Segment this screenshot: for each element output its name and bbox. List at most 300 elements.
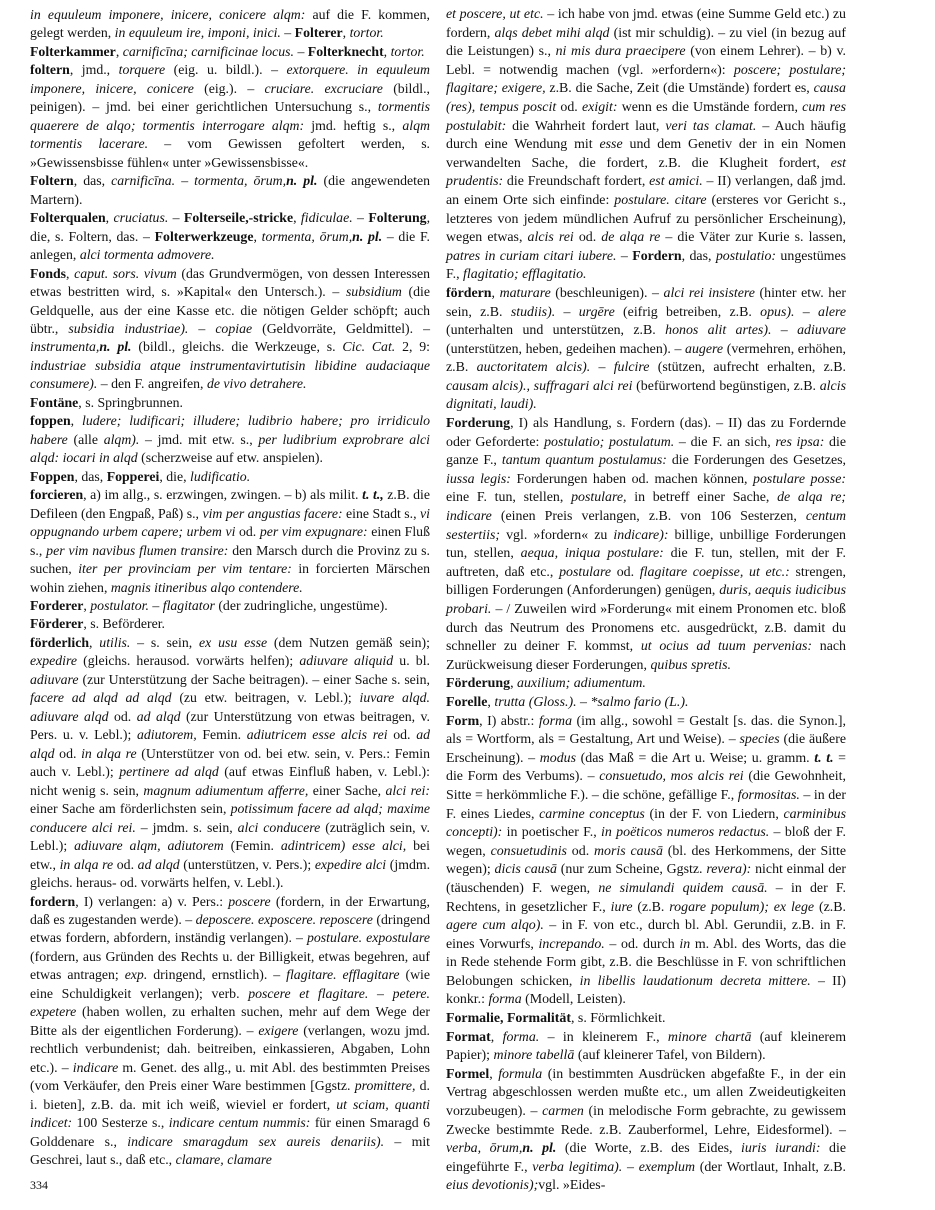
latin-term: ludificatio. bbox=[189, 468, 251, 484]
headword: foppen bbox=[30, 413, 71, 429]
latin-term: alqs debet mihi alqd bbox=[494, 25, 610, 41]
gloss-text: – bbox=[771, 323, 798, 339]
headword: Fontäne bbox=[30, 394, 79, 410]
gloss-text: – bbox=[555, 304, 579, 320]
gloss-text: , I) als Handlung, s. Fordern (das). – II) das zu Fordernde oder Geforderte: bbox=[446, 416, 846, 450]
dictionary-entry bbox=[446, 6, 846, 285]
latin-term: utilis. bbox=[99, 634, 131, 650]
latin-term: ut sciam, quanti indicet: bbox=[30, 1096, 430, 1131]
gloss-text: od. bbox=[387, 727, 417, 743]
gloss-text: – mit Geschrei, laut s., daß etc., bbox=[30, 1133, 430, 1168]
gloss-text: (stützen, aufrecht erhalten, z.B. bbox=[649, 360, 846, 376]
gloss-text: od. bbox=[611, 564, 640, 580]
dictionary-entry bbox=[30, 412, 430, 467]
headword: Forelle bbox=[446, 694, 488, 710]
latin-term: indicare smaragdum sex aureis denariis). bbox=[127, 1133, 385, 1149]
gloss-text: – od. durch bbox=[604, 936, 680, 952]
latin-term: poscere; postulare; flagitare; exigere, bbox=[446, 62, 846, 97]
gloss-text: (zu etw. beitragen, v. Lebl.); bbox=[171, 690, 360, 706]
gloss-text: und dem Genetiv der in ein Nomen verwandelten Sache, die fordert, z.B. die Klugheit fordert, bbox=[446, 137, 846, 171]
latin-term: extorquere. in equuleum imponere, inicere, conicere bbox=[30, 62, 430, 96]
latin-term: in equuleum imponere, inicere, conicere alqm: bbox=[30, 7, 306, 22]
latin-term: postulare. citare bbox=[614, 192, 707, 208]
gloss-text: 2, 9: bbox=[395, 339, 430, 355]
gloss-text: , a) im allg., s. erzwingen, zwingen. – b) als milit. bbox=[83, 487, 363, 503]
dictionary-entry bbox=[30, 61, 430, 172]
latin-term: poscere bbox=[228, 893, 271, 909]
latin-term: adiutricem esse alcis rei bbox=[246, 727, 388, 743]
latin-term: torquere bbox=[118, 62, 166, 78]
latin-term: aequa, iniqua postulare: bbox=[520, 546, 664, 562]
gloss-text: (jmdm. gleichs. heraus- od. vorwärts helfen, v. Lebl.). bbox=[30, 856, 431, 891]
latin-term: petere. expetere bbox=[30, 985, 430, 1020]
gloss-text: (auf etwas Einfluß haben, v. Lebl.): nicht wenig s. sein, bbox=[30, 764, 430, 798]
latin-term: duris, aequis iudicibus probari. bbox=[446, 583, 846, 617]
gloss-text: – die F. anlegen, bbox=[30, 228, 430, 263]
dictionary-entry bbox=[30, 486, 430, 597]
gloss-text: , bbox=[83, 598, 91, 613]
gloss-text: (auf kleinerer Tafel, von Bildern). bbox=[574, 1048, 766, 1064]
gloss-text: (in melodische Form gebrachte, zu gewissem Zwecke bestimmte Rede. z.B. Zauberformel, Lehre, Eidesformel). – bbox=[446, 1104, 846, 1138]
latin-term: de vivo detrahere. bbox=[206, 376, 307, 392]
dictionary-entry bbox=[446, 1010, 846, 1029]
dictionary-entry bbox=[30, 394, 430, 412]
gloss-text: (Femin. bbox=[223, 838, 281, 854]
headword: Foltern bbox=[30, 173, 74, 189]
gloss-text: (ist mir schuldig). – zu viel (in bezug auf die Leistungen) s., bbox=[446, 25, 847, 60]
latin-term: carminibus concepti): bbox=[446, 806, 846, 841]
gloss-text: (zur Unterstützung der Sache beitragen). – einer Sache s. sein, bbox=[78, 671, 430, 687]
dictionary-entry bbox=[446, 1029, 846, 1066]
latin-term: adiutorem, bbox=[137, 727, 197, 743]
latin-term: iuris iurandi: bbox=[741, 1141, 821, 1157]
gloss-text: , bbox=[510, 676, 518, 692]
latin-term: exp. bbox=[124, 967, 148, 983]
headword: Förderung bbox=[446, 676, 511, 692]
gloss-text: – bbox=[590, 360, 614, 376]
gloss-text: z.B. die Defileen (den Engpaß, Paß) s., bbox=[30, 487, 430, 521]
latin-term: est amici. bbox=[649, 174, 703, 190]
gloss-text: (unterstützen, v. Pers.); bbox=[179, 856, 315, 872]
gloss-text: od. bbox=[573, 230, 602, 246]
gloss-text: (die Geldquelle, aus der eine Kasse etc. die nötigen Gelder schöpft; auch übtr., bbox=[30, 284, 430, 336]
gloss-text: – ich habe von jmd. etwas (eine Summe Geld etc.) zu fordern, bbox=[446, 7, 846, 41]
latin-term: trutta (Gloss.). bbox=[494, 694, 577, 710]
gloss-text: einer Sache am förderlichsten sein, bbox=[30, 801, 231, 817]
latin-term: studiis). bbox=[510, 304, 556, 320]
gloss-text: den Marsch durch die Provinz zu s. suchen, bbox=[30, 542, 430, 577]
gloss-text: vgl. »fordern« zu bbox=[500, 527, 614, 543]
gloss-text: (unterhalten und unterstützen, z.B. bbox=[446, 323, 666, 339]
latin-term: carnificīna; carnificinae locus. bbox=[122, 43, 294, 59]
headword: Fopperei bbox=[106, 468, 160, 484]
gloss-text: – die F. an sich, bbox=[674, 434, 776, 450]
latin-term: honos alit artes). bbox=[665, 323, 772, 339]
gloss-text: , das, bbox=[74, 468, 107, 484]
gloss-text: die F. tun, stellen, mit der F. auftreten, daß etc., bbox=[446, 546, 847, 580]
gloss-text: od. bbox=[235, 524, 260, 540]
gloss-text: (haben wollen, zu erhalten suchen, mehr auf dem Wege der Bitte als der eigentlichen Forderung). – bbox=[30, 1004, 430, 1038]
latin-term: postulatio: bbox=[715, 248, 777, 264]
headword: foltern bbox=[30, 62, 70, 78]
gloss-text: (das Maß = die Art u. Weise; u. gramm. bbox=[576, 750, 815, 766]
latin-term: in libellis laudationum decreta mittere. bbox=[579, 973, 811, 989]
gloss-text: – in der F. eines Liedes, bbox=[446, 787, 846, 822]
gloss-text: , die, s. Foltern, das. – bbox=[30, 210, 431, 244]
gloss-text: (verlangen, wozu jmd. rechtlich verbundenist; dah. beitreiben, einkassieren, Abgaben, Lohn etc.). – bbox=[30, 1022, 430, 1075]
gloss-text: einen Fluß s., bbox=[30, 524, 430, 558]
latin-term: species bbox=[739, 732, 780, 748]
gloss-text: (bildl., peinigen). – jmd. bei einer gerichtlichen Untersuchung s., bbox=[30, 80, 430, 115]
headword: Formel bbox=[446, 1066, 490, 1082]
gloss-text: = die Form des Verbums). – bbox=[446, 750, 847, 785]
latin-term: facere ad alqd ad alqd bbox=[30, 690, 172, 706]
gloss-text: , bbox=[66, 265, 75, 281]
headword: Formalie, Formalität bbox=[446, 1011, 571, 1027]
headword: Format bbox=[446, 1029, 491, 1045]
latin-term: subsidia industriae). bbox=[68, 320, 189, 336]
gloss-text: (ersteres vor Gericht s., letzteres von jedem mündlichen Aufruf zu persönlicher Erscheinung), wegen etwas, bbox=[446, 192, 846, 246]
gloss-text: (in bestimmten Ausdrücken abgefaßte F., in der ein Vertrag abgeschlossen werden mußte etc., um allen Zweideutigkeiten vorzubeugen). – bbox=[446, 1066, 846, 1120]
latin-term: vi oppugnando urbem capere; urbem vi bbox=[30, 505, 430, 540]
gloss-text: (im allg., sowohl = Gestalt [s. das. die Synon.], als = Wortform, als = Gestaltung, Art und Weise). – bbox=[446, 713, 846, 748]
latin-term: deposcere. exposcere. reposcere bbox=[195, 911, 373, 927]
latin-term: indicare bbox=[72, 1059, 119, 1075]
latin-term: patres in curiam citari iubere. bbox=[446, 248, 617, 264]
headword: Fordern bbox=[632, 248, 682, 264]
gloss-text: , s. Förmlichkeit. bbox=[570, 1011, 666, 1027]
latin-term: carmen bbox=[542, 1104, 584, 1120]
gloss-text: strengen, billigen Forderungen (Anforderungen) genügen, bbox=[446, 564, 846, 599]
latin-term: per vim expugnare: bbox=[259, 524, 368, 540]
gloss-text: , s. Springbrunnen. bbox=[78, 394, 183, 410]
gloss-text: od. bbox=[113, 856, 138, 872]
gloss-text: , bbox=[253, 228, 262, 244]
gloss-text: vgl. »Eides- bbox=[538, 1178, 606, 1194]
gloss-text: , bbox=[293, 210, 301, 226]
grammar-label: n. pl. bbox=[286, 173, 318, 189]
latin-term: per ludibrium exprobrare alci alqd: iocari in alqd bbox=[30, 431, 430, 466]
headword: Folterkammer bbox=[30, 43, 116, 59]
latin-term: iter per provinciam per vim tentare: bbox=[78, 561, 292, 577]
gloss-text: die Forderungen des Gesetzes, bbox=[666, 453, 847, 469]
latin-term: formula bbox=[498, 1066, 543, 1082]
gloss-text: z.B. die Sache, Zeit (die Umstände) fordert es, bbox=[545, 81, 814, 97]
gloss-text: – Auch häufig durch eine Wendung mit bbox=[446, 118, 846, 153]
latin-term: in bbox=[679, 936, 691, 952]
latin-term: veri tas clamat. bbox=[665, 118, 757, 134]
latin-term: cruciatus. bbox=[113, 210, 169, 226]
gloss-text: in poetischer F., bbox=[502, 825, 602, 841]
latin-term: carmine conceptus bbox=[539, 806, 645, 822]
gloss-text: (wie eine Schuldigkeit verlangen); verb. bbox=[30, 967, 431, 1001]
gloss-text: , bbox=[489, 1066, 499, 1082]
latin-term: tortor. bbox=[390, 43, 425, 59]
gloss-text: – bbox=[368, 985, 393, 1001]
latin-term: modus bbox=[539, 750, 577, 766]
gloss-text: (zur Unterstützung von etwas beitragen, v. Pers. u. v. Lebl.); bbox=[30, 708, 430, 743]
gloss-text: , s. Beförderer. bbox=[83, 616, 165, 632]
latin-term: alci conducere bbox=[237, 819, 321, 835]
latin-term: forma bbox=[488, 992, 522, 1008]
gloss-text: die ganze F., bbox=[446, 434, 847, 469]
gloss-text: – bloß der F. wegen, bbox=[446, 825, 846, 859]
latin-term: alci rei insistere bbox=[663, 285, 755, 301]
latin-term: ut ocius ad tuum pervenias: bbox=[640, 639, 813, 655]
latin-term: dicis causā bbox=[494, 862, 557, 878]
headword: Folterknecht bbox=[307, 43, 384, 59]
latin-term: potissimum facere ad alqd; maxime conducere alci rei. bbox=[30, 801, 430, 835]
gloss-text: – in F. von etc., durch bl. Abl. Gerundii, z.B. in F. eines Vorwurfs, bbox=[446, 918, 846, 952]
gloss-text: Femin. bbox=[196, 727, 247, 743]
latin-term: ex usu esse bbox=[199, 634, 268, 650]
latin-term: auxilium; adiumentum. bbox=[517, 676, 646, 692]
latin-term: ad alqd bbox=[30, 727, 431, 761]
latin-term: agere cum alqo). bbox=[446, 918, 544, 934]
latin-term: caput. sors. vivum bbox=[74, 265, 177, 281]
headword: Forderer bbox=[30, 598, 84, 613]
latin-term: adiuvare alqm, adiutorem bbox=[74, 838, 224, 854]
gloss-text: eine Stadt s., bbox=[342, 505, 421, 521]
latin-term: rogare populum); ex lege bbox=[669, 899, 815, 915]
headword: Folterwerkzeuge bbox=[154, 228, 254, 244]
latin-term: expedire bbox=[30, 653, 77, 669]
grammar-label: n. pl. bbox=[99, 339, 132, 355]
gloss-text: , bbox=[342, 25, 350, 41]
gloss-text: , das, bbox=[73, 173, 112, 189]
latin-term: centum sestertiis; bbox=[446, 509, 846, 543]
latin-term: industriae subsidia atque instrumentavirtutisin libidine audaciaque consumere). bbox=[30, 357, 430, 392]
gloss-text: nach Zurückweisung dieser Forderungen, bbox=[446, 639, 846, 673]
gloss-text: – s. sein, bbox=[130, 634, 200, 650]
latin-term: poscere et flagitare. bbox=[248, 985, 369, 1001]
latin-term: opus). bbox=[760, 304, 795, 320]
latin-term: de alqa re bbox=[601, 230, 661, 246]
gloss-text: (dem Nutzen gemäß sein); bbox=[267, 634, 430, 650]
latin-term: instrumenta, bbox=[30, 339, 100, 355]
gloss-text: nicht einmal der (täuschenden) F. wegen, bbox=[446, 862, 846, 896]
latin-term: alqm). bbox=[103, 431, 140, 447]
gloss-text: – bbox=[616, 248, 633, 264]
latin-term: consuetudinis bbox=[490, 843, 567, 859]
gloss-text: die Wahrheit fordert laut, bbox=[506, 118, 666, 134]
gloss-text: (scherzweise auf etw. anspielen). bbox=[137, 450, 323, 466]
gloss-text: die Freundschaft fordert, bbox=[503, 174, 650, 190]
latin-term: exigere bbox=[258, 1022, 299, 1038]
gloss-text: (unterstützen, heben, gedeihen machen). – bbox=[446, 341, 686, 357]
gloss-text: (eig. u. bildl.). – bbox=[165, 62, 287, 78]
latin-term: cruciare. excruciare bbox=[264, 80, 383, 96]
latin-term: est prudentis: bbox=[446, 155, 846, 190]
gloss-text: (bildl., gleichs. die Werkzeuge, s. bbox=[131, 339, 343, 355]
gloss-text: – II) konkr.: bbox=[446, 973, 846, 1008]
latin-term: adiuvare bbox=[30, 671, 79, 687]
latin-term: flagitator bbox=[162, 598, 215, 613]
dictionary-entry bbox=[30, 209, 430, 264]
latin-term: alci rei: bbox=[385, 782, 430, 798]
gloss-text: (die angewendeten Martern). bbox=[30, 173, 430, 207]
gloss-text: ungestümes F., bbox=[446, 248, 847, 283]
gloss-text: – jmd. mit etw. s., bbox=[139, 431, 259, 447]
latin-term: postulator. bbox=[90, 598, 149, 613]
latin-term: consuetudo, mos alcis rei bbox=[599, 769, 744, 785]
latin-term: increpando. bbox=[538, 936, 605, 952]
gloss-text: (Geldvorräte, Geldmittel). – bbox=[252, 320, 431, 336]
right-column bbox=[446, 6, 846, 1196]
gloss-text: (befürwortend begünstigen, z.B. bbox=[632, 378, 820, 394]
gloss-text: (z.B. bbox=[814, 899, 846, 915]
gloss-text: auf die F. kommen, gelegt werden, bbox=[30, 7, 430, 41]
grammar-label: n. pl. bbox=[352, 228, 383, 244]
gloss-text: , bbox=[89, 634, 100, 650]
gloss-text: , bbox=[105, 210, 114, 226]
latin-term: tormenta, ōrum, bbox=[194, 173, 287, 189]
gloss-text: (eifrig betreiben, z.B. bbox=[614, 304, 761, 320]
dictionary-entry bbox=[30, 265, 430, 394]
gloss-text: (nur zum Scheine, Ggstz. bbox=[556, 862, 707, 878]
latin-term: exemplum bbox=[638, 1159, 695, 1175]
headword: Forderung bbox=[446, 416, 511, 432]
latin-term: alcis dignitati, laudi). bbox=[446, 378, 846, 413]
latin-term: verba, ōrum, bbox=[446, 1141, 523, 1157]
gloss-text: – bbox=[794, 304, 819, 320]
gloss-text: (der zudringliche, ungestüme). bbox=[214, 598, 388, 613]
headword: Form bbox=[446, 713, 480, 729]
gloss-text: (die Gewohnheit, Sitte = herkömmliche F.). – die schöne, gefällige F., bbox=[446, 769, 846, 803]
latin-term: iuvare alqd. adiuvare alqd bbox=[30, 690, 430, 724]
gloss-text: (bl. des Herkommens, der Sitte wegen); bbox=[446, 843, 846, 878]
latin-term: magnis itineribus alqo contendere. bbox=[110, 579, 303, 595]
dictionary-entry bbox=[446, 415, 846, 675]
latin-term: adiuvare bbox=[797, 323, 846, 339]
gloss-text: (von einem Lehrer). – b) v. Lebl. = notwendig machen (vgl. »erfordern«): bbox=[446, 44, 846, 78]
latin-term: augere bbox=[685, 341, 724, 357]
gloss-text: Forderungen haben od. machen können, bbox=[510, 471, 754, 487]
latin-term: postulare posse: bbox=[753, 471, 846, 487]
gloss-text: – bbox=[148, 598, 163, 613]
latin-term: in alqa re bbox=[59, 856, 114, 872]
gloss-text: (hinter etw. her sein, z.B. bbox=[446, 285, 846, 320]
latin-term: cum res postulabit: bbox=[446, 99, 847, 134]
latin-term: esse bbox=[599, 137, 623, 153]
gloss-text: (in der F. von Liedern, bbox=[644, 806, 784, 822]
latin-term: promittere, bbox=[354, 1078, 416, 1094]
latin-term: urgēre bbox=[578, 304, 615, 320]
latin-term: verba legitima). bbox=[532, 1159, 623, 1175]
gloss-text: od. bbox=[108, 708, 137, 724]
latin-term: tormenta, ōrum, bbox=[261, 228, 353, 244]
latin-term: ludere; ludificari; illudere; ludibrio habere; pro irridiculo habere bbox=[30, 413, 430, 447]
latin-term: minore chartā bbox=[667, 1029, 752, 1045]
headword: Folterseile,-stricke bbox=[183, 210, 294, 226]
latin-term: et poscere, ut etc. bbox=[446, 7, 544, 22]
dictionary-entry bbox=[30, 634, 430, 893]
gloss-text: wenn es die Umstände fordern, bbox=[617, 99, 803, 115]
latin-term: ad alqd bbox=[136, 708, 181, 724]
latin-term: moris causā bbox=[594, 843, 663, 859]
gloss-text: (fordern, aus Gründen des Rechts u. der Billigkeit, etwas begehren, auf etwas antragen; bbox=[30, 948, 430, 983]
gloss-text: – jmdm. s. sein, bbox=[135, 819, 238, 835]
latin-term: copiae bbox=[215, 320, 253, 336]
gloss-text: für einen Smaragd 6 Golddenare s., bbox=[30, 1115, 430, 1149]
dictionary-entry bbox=[30, 6, 430, 43]
latin-term: alcis rei bbox=[527, 230, 574, 246]
latin-term: iure bbox=[610, 899, 633, 915]
gloss-text: , bbox=[115, 43, 123, 59]
gloss-text: – bbox=[352, 210, 369, 226]
gloss-text: – / Zuweilen wird »Forderung« mit einem Pronomen etc. bloß durch das Neutrum des Pronomens etc. ausgedrückt, z.B. damit du schneller zu deiner F. kommst, bbox=[446, 602, 846, 655]
headword: Folterung bbox=[368, 210, 427, 226]
gloss-text: , bbox=[491, 285, 500, 301]
dictionary-entry bbox=[446, 285, 846, 415]
gloss-text: (das Grundvermögen, von dessen Interessen etwas bestritten wird, s. »Kapital« den Untersch.). – bbox=[30, 265, 430, 300]
gloss-text: m. Genet. des allg., u. mit Abl. des bestimmten Preises (vom Verkäufer, den Preis einer Ware bestimmen [Ggstz. bbox=[30, 1059, 431, 1094]
gloss-text: bei etw., bbox=[30, 838, 430, 872]
latin-term: tortor. bbox=[349, 25, 384, 41]
gloss-text: (z.B. bbox=[632, 899, 670, 915]
latin-term: eius devotionis); bbox=[446, 1178, 539, 1194]
latin-term: in alqa re bbox=[81, 745, 137, 761]
latin-term: in equuleum ire, imponi, inici. bbox=[114, 25, 281, 41]
headword: förderlich bbox=[30, 634, 90, 650]
grammar-label: n. pl. bbox=[522, 1141, 557, 1157]
latin-term: maturare bbox=[499, 285, 551, 301]
dictionary-entry bbox=[30, 172, 430, 209]
gloss-text: (dringend etwas fordern, abfordern, inständig verlangen). – bbox=[30, 911, 430, 946]
latin-term: alqm tormentis lacerare. bbox=[30, 117, 430, 152]
gloss-text: (Unterstützer von od. bei etw. sein, v. Pers.: Femin auch v. Lebl.); bbox=[30, 745, 430, 780]
latin-term: ni mis dura praecipere bbox=[555, 44, 686, 60]
gloss-text: – in der F. Rechtens, in gesetzlicher F., bbox=[446, 880, 846, 915]
headword: Foppen bbox=[30, 468, 75, 484]
latin-term: magnum adiumentum afferre, bbox=[143, 782, 309, 798]
gloss-text: (fordern, in der Erwartung, daß es zugestanden werde). – bbox=[30, 893, 430, 927]
gloss-text: jmd. heftig s., bbox=[304, 117, 403, 133]
latin-term: *salmo fario (L.). bbox=[590, 694, 689, 710]
gloss-text: , das, bbox=[681, 248, 716, 264]
gloss-text: billige, unbillige Forderungen tun, stellen, bbox=[446, 527, 846, 562]
gloss-text: od. bbox=[54, 745, 82, 761]
latin-term: indicare): bbox=[613, 527, 669, 543]
gloss-text: (Modell, Leisten). bbox=[521, 992, 626, 1008]
gloss-text: (alle bbox=[67, 431, 104, 447]
latin-term: ne simulandi quidem causā. bbox=[598, 880, 768, 896]
latin-term: flagitare. efflagitare bbox=[286, 967, 400, 983]
gloss-text: m. Abl. des Worts, das die in Rede stehende Form gibt, z.B. die Beschlüsse in F. von schriftlichen Belobungen schicken, bbox=[446, 936, 846, 989]
latin-term: pertinere ad alqd bbox=[119, 764, 219, 780]
page-number: 334 bbox=[30, 1178, 48, 1192]
grammar-label: t. t., bbox=[362, 487, 384, 503]
dictionary-entry bbox=[446, 675, 846, 694]
left-column bbox=[30, 6, 430, 1170]
gloss-text: (die Worte, z.B. des Eides, bbox=[556, 1141, 742, 1157]
latin-term: res ipsa: bbox=[775, 434, 825, 450]
gloss-text: (vermehren, erhöhen, z.B. bbox=[446, 341, 846, 376]
latin-term: ad alqd bbox=[137, 856, 180, 872]
gloss-text: u. bl. bbox=[393, 653, 430, 669]
gloss-text: – bbox=[280, 25, 295, 41]
gloss-text: d. i. bieten], z.B. da. mit ich weiß, wieviel er fordert, bbox=[30, 1078, 431, 1112]
dictionary-entry bbox=[30, 468, 430, 486]
gloss-text: eine F. tun, stellen, bbox=[446, 490, 572, 506]
latin-term: flagitare coepisse, ut etc.: bbox=[639, 564, 790, 580]
gloss-text: , jmd., bbox=[69, 62, 119, 78]
gloss-text: in forcierten Märschen wohin ziehen, bbox=[30, 561, 430, 595]
dictionary-entry bbox=[30, 597, 430, 615]
latin-term: quibus spretis. bbox=[650, 657, 731, 673]
gloss-text: – bbox=[168, 210, 184, 226]
latin-term: flagitatio; efflagitatio. bbox=[463, 267, 587, 283]
